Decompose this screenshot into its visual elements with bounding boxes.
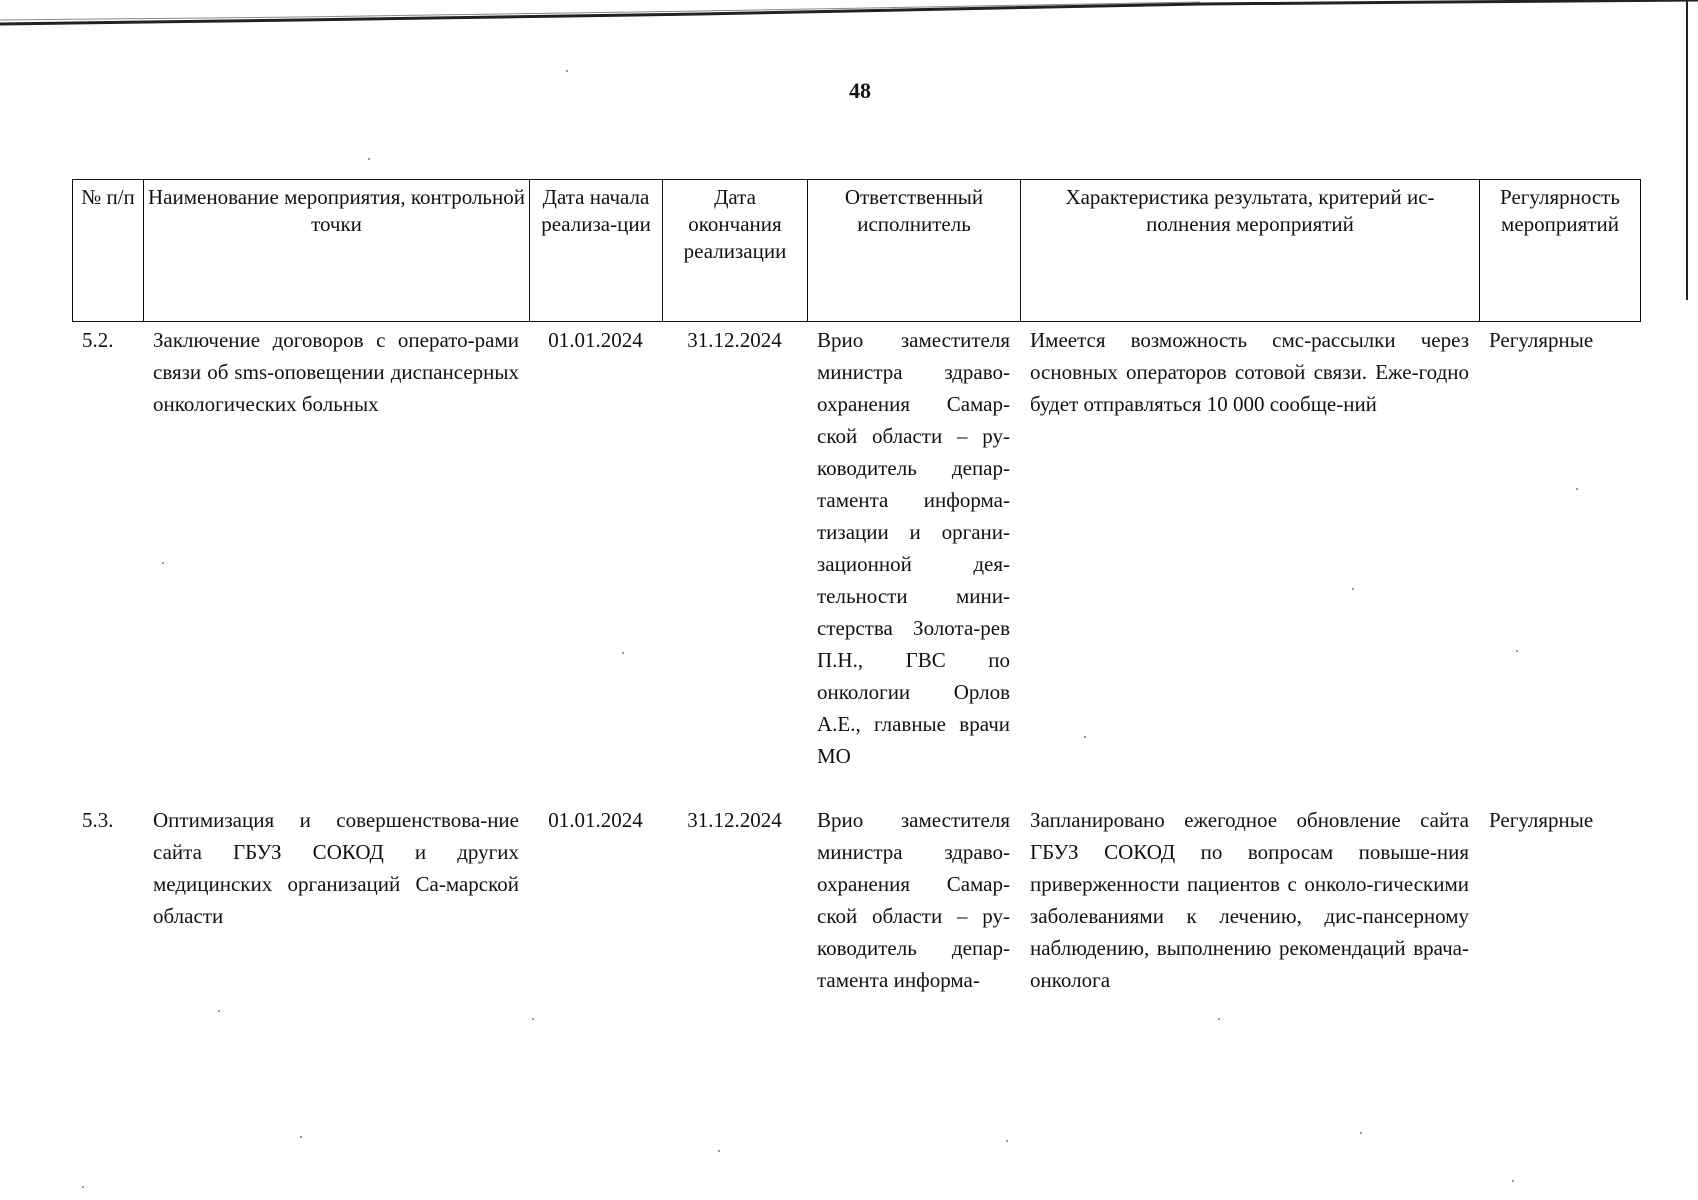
row-number: 5.2. <box>82 328 114 352</box>
row-name: Заключение договоров с операто-рами связи об sms-оповещении диспансерных онкологических больных <box>153 328 519 416</box>
row-end-date: 31.12.2024 <box>687 808 782 832</box>
row-number: 5.3. <box>82 808 114 832</box>
scan-speck <box>532 1018 534 1020</box>
scan-speck <box>1352 588 1354 590</box>
scan-speck <box>1006 1140 1008 1142</box>
scan-speck <box>1516 650 1518 652</box>
row-name: Оптимизация и совершенствова-ние сайта ГБУЗ СОКОД и других медицинских организаций Са-марской области <box>153 808 519 928</box>
header-number: № п/п <box>73 180 144 322</box>
row-start-date: 01.01.2024 <box>548 808 643 832</box>
scan-edge-top <box>0 0 1698 40</box>
scan-speck <box>1576 488 1578 490</box>
row-start-date: 01.01.2024 <box>548 328 643 352</box>
row-responsible: Врио заместителя министра здраво-охранения Самар-ской области – ру-ководитель депар-тамента информа-тизации и органи-зационной дея-тельности мини-стерства Золота-рев П.Н., ГВС по онкологии Орлов А.Е., главные врачи МО <box>817 328 1010 768</box>
row-result: Имеется возможность смс-рассылки через основных операторов сотовой связи. Еже-годно будет отправляться 10 000 сообще-ний <box>1030 328 1469 416</box>
row-regularity: Регулярные <box>1489 808 1594 832</box>
table-header <box>72 179 1641 322</box>
header-end-date: Дата окончания реализации <box>663 180 808 322</box>
scan-speck <box>368 158 370 160</box>
row-end-date: 31.12.2024 <box>687 328 782 352</box>
table-body <box>72 324 1640 996</box>
header-regularity: Регулярность мероприятий <box>1480 180 1641 322</box>
header-start-date: Дата начала реализа-ции <box>530 180 663 322</box>
scan-speck <box>1512 1180 1514 1182</box>
row-result: Запланировано ежегодное обновление сайта ГБУЗ СОКОД по вопросам повыше-ния приверженности пациентов с онколо-гическими заболеваниями к лечению, дис-пансерному наблюдению, выполнению рекомендаций врача-онколога <box>1030 808 1469 992</box>
scan-speck <box>218 1010 220 1012</box>
header-responsible: Ответственный исполнитель <box>808 180 1021 322</box>
row-regularity: Регулярные <box>1489 328 1594 352</box>
row-responsible: Врио заместителя министра здраво-охранения Самар-ской области – ру-ководитель депар-тамента информа- <box>817 808 1010 992</box>
header-result: Характеристика результата, критерий ис-полнения мероприятий <box>1021 180 1480 322</box>
scan-speck <box>1360 1132 1362 1134</box>
header-row <box>73 180 1641 322</box>
scan-speck <box>718 1150 720 1152</box>
table-row <box>72 324 1640 804</box>
scan-speck <box>1218 1018 1220 1020</box>
table-row <box>72 804 1640 996</box>
scan-speck <box>566 70 568 72</box>
scan-speck <box>1084 736 1086 738</box>
scan-speck <box>300 1136 302 1138</box>
page-number: 48 <box>849 78 871 103</box>
scan-speck <box>162 562 164 564</box>
scan-speck <box>622 652 624 654</box>
header-name: Наименование мероприятия, контрольной точки <box>144 180 530 322</box>
scan-speck <box>82 1186 84 1188</box>
scan-edge-right <box>1684 0 1690 300</box>
